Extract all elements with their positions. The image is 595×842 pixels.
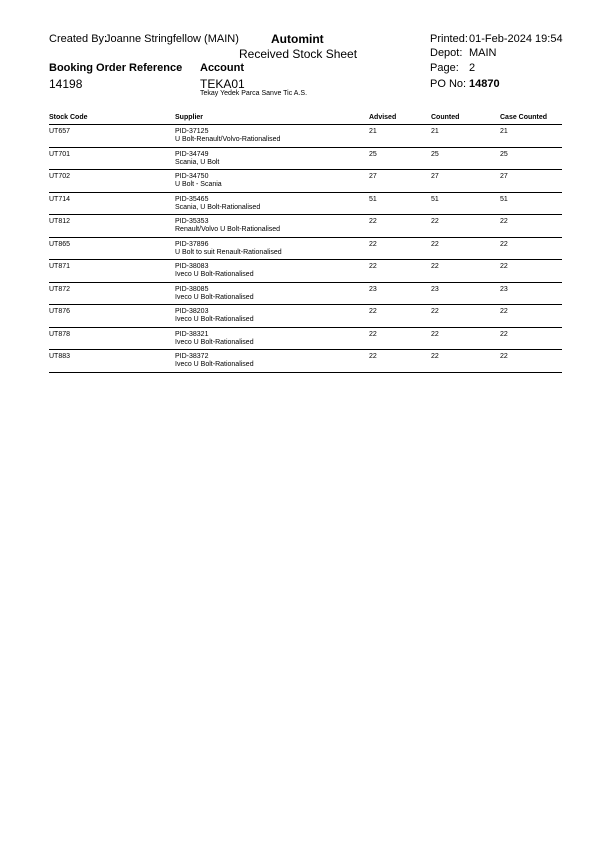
supplier-description: Iveco U Bolt-Rationalised	[175, 316, 254, 323]
advised-qty: 22	[369, 263, 377, 270]
supplier-id: PID-34750	[175, 173, 209, 180]
table-row	[49, 215, 562, 238]
supplier-description: Scania, U Bolt	[175, 158, 220, 166]
case-counted-qty: 27	[500, 173, 508, 180]
stock-code: UT871	[49, 263, 71, 270]
account-code: TEKA01	[200, 77, 245, 91]
case-counted-qty: 22	[500, 353, 508, 360]
counted-qty: 22	[431, 240, 439, 248]
counted-qty: 21	[431, 128, 439, 135]
page-label: Page:	[430, 62, 459, 74]
supplier-id: PID-38085	[175, 285, 209, 293]
table-row	[49, 283, 562, 306]
case-counted-qty: 21	[500, 128, 508, 135]
col-counted: Counted	[431, 114, 460, 121]
depot-label: Depot:	[430, 47, 463, 59]
po-number: 14870	[469, 78, 500, 90]
case-counted-qty: 22	[500, 263, 508, 270]
table-row	[49, 148, 562, 171]
supplier-description: Scania, U Bolt-Rationalised	[175, 203, 261, 211]
counted-qty: 22	[431, 330, 439, 338]
po-label: PO No:	[430, 78, 467, 90]
account-name: Tekay Yedek Parca Sanve Tic A.S.	[200, 90, 308, 97]
stock-code: UT878	[49, 330, 71, 338]
printed-label: Printed:	[430, 33, 468, 45]
counted-qty: 51	[431, 195, 439, 203]
table-row	[49, 170, 562, 193]
counted-qty: 27	[431, 173, 439, 180]
case-counted-qty: 25	[500, 150, 508, 158]
supplier-id: PID-34749	[175, 150, 209, 158]
booking-ref-value: 14198	[49, 77, 83, 91]
table-row	[49, 125, 562, 148]
supplier-description: Iveco U Bolt-Rationalised	[175, 361, 254, 368]
counted-qty: 22	[431, 353, 439, 360]
case-counted-qty: 22	[500, 218, 508, 225]
case-counted-qty: 23	[500, 285, 508, 293]
advised-qty: 22	[369, 353, 377, 360]
counted-qty: 23	[431, 285, 439, 293]
col-case-counted: Case Counted	[500, 114, 548, 121]
table-row	[49, 193, 562, 216]
account-label: Account	[200, 62, 244, 74]
stock-code: UT883	[49, 353, 71, 360]
stock-code: UT701	[49, 150, 71, 158]
advised-qty: 22	[369, 330, 377, 338]
supplier-description: U Bolt - Scania	[175, 181, 222, 188]
advised-qty: 23	[369, 285, 377, 293]
counted-qty: 22	[431, 263, 439, 270]
supplier-description: U Bolt to suit Renault-Rationalised	[175, 248, 282, 256]
document-title: Received Stock Sheet	[239, 47, 358, 61]
supplier-description: Iveco U Bolt-Rationalised	[175, 271, 254, 278]
case-counted-qty: 22	[500, 330, 508, 338]
supplier-id: PID-37125	[175, 128, 209, 135]
supplier-id: PID-35465	[175, 195, 209, 203]
stock-code: UT872	[49, 285, 71, 293]
depot-value: MAIN	[469, 47, 497, 59]
supplier-id: PID-38372	[175, 353, 209, 360]
booking-ref-label: Booking Order Reference	[49, 62, 183, 74]
advised-qty: 22	[369, 308, 377, 315]
table-row	[49, 350, 562, 373]
supplier-id: PID-35353	[175, 218, 209, 225]
col-stock-code: Stock Code	[49, 114, 88, 121]
advised-qty: 51	[369, 195, 377, 203]
stock-code: UT812	[49, 218, 71, 225]
stock-code: UT657	[49, 128, 71, 135]
created-by-value: Joanne Stringfellow (MAIN)	[105, 33, 239, 45]
stock-table	[49, 112, 562, 373]
advised-qty: 21	[369, 128, 377, 135]
stock-code: UT702	[49, 173, 71, 180]
advised-qty: 22	[369, 218, 377, 225]
table-header	[49, 112, 562, 125]
supplier-id: PID-38203	[175, 308, 209, 315]
counted-qty: 25	[431, 150, 439, 158]
counted-qty: 22	[431, 308, 439, 315]
supplier-id: PID-38321	[175, 330, 209, 338]
case-counted-qty: 22	[500, 308, 508, 315]
col-advised: Advised	[369, 114, 397, 121]
printed-value: 01-Feb-2024 19:54	[469, 33, 563, 45]
table-body	[49, 125, 562, 373]
company-name: Automint	[271, 32, 324, 46]
stock-code: UT865	[49, 240, 71, 248]
stock-code: UT714	[49, 195, 71, 203]
table-row	[49, 260, 562, 283]
supplier-description: U Bolt-Renault/Volvo-Rationalised	[175, 136, 281, 143]
advised-qty: 25	[369, 150, 377, 158]
advised-qty: 27	[369, 173, 377, 180]
supplier-description: Iveco U Bolt-Rationalised	[175, 338, 254, 346]
case-counted-qty: 22	[500, 240, 508, 248]
supplier-id: PID-38083	[175, 263, 209, 270]
supplier-description: Iveco U Bolt-Rationalised	[175, 293, 254, 301]
table-row	[49, 238, 562, 261]
page-number: 2	[469, 62, 476, 74]
created-by-label: Created By:	[49, 33, 108, 45]
advised-qty: 22	[369, 240, 377, 248]
table-row	[49, 328, 562, 351]
col-supplier: Supplier	[175, 114, 204, 121]
supplier-description: Renault/Volvo U Bolt-Rationalised	[175, 226, 281, 233]
counted-qty: 22	[431, 218, 439, 225]
stock-code: UT876	[49, 308, 71, 315]
supplier-id: PID-37896	[175, 240, 209, 248]
table-row	[49, 305, 562, 328]
case-counted-qty: 51	[500, 195, 508, 203]
